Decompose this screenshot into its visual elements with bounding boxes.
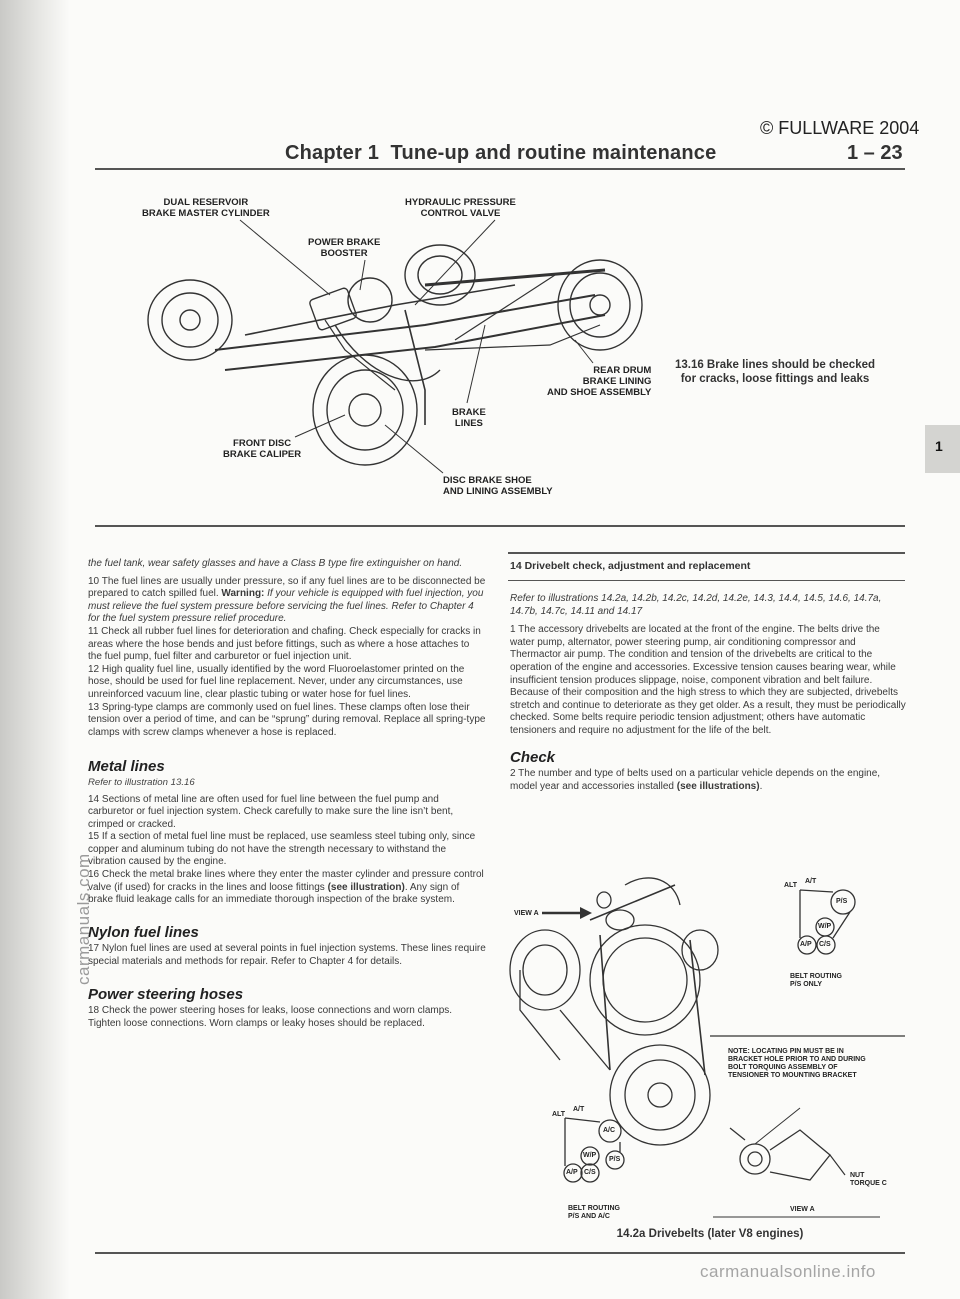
tensioner-note: NOTE: LOCATING PIN MUST BE IN BRACKET HOLE PRIOR TO AND DURING BOLT TORQUING ASSEMBLY OF TENSIONER TO MOUNTING BRACKET: [728, 1048, 866, 1079]
top-ap-label: A/P: [800, 941, 812, 948]
top-cs-label: C/S: [819, 941, 831, 948]
mid-wp-label: W/P: [583, 1152, 597, 1159]
drivebelt-figure: [500, 860, 910, 1250]
mid-ac-label: A/C: [603, 1127, 616, 1134]
paragraph-15: 15 If a section of metal fuel line must be replaced, use seamless steel tubing only, since copper and aluminum tubing do not have the strength necessary to withstand the vibration caused by the engine.: [88, 831, 476, 868]
paragraph-13: 13 Spring-type clamps are commonly used on fuel lines. These clamps often lose their tension over a period of time, and can be “sprung” during removal. Replace all spring-type clamps with screw clamps whenever a hose is replaced.: [88, 701, 486, 738]
paragraph-14: 14 Sections of metal line are often used for fuel line between the fuel pump and carburetor or fuel injection system. Check carefully to make sure the line isn’t bent, crimped or cracked.: [88, 793, 454, 830]
heading-metal-lines: Metal lines: [88, 758, 165, 776]
section-rule-top: [508, 552, 905, 554]
paragraph-12: 12 High quality fuel line, usually identified by the word Fluoroelastomer printed on the hose, should be used for fuel line replacement. Never, under any circumstances, use unreinforced vacuum line, clear plastic tubing or water hose for fuel lines.: [88, 663, 465, 700]
copyright-notice: © FULLWARE 2004: [760, 118, 920, 138]
view-a-label: VIEW A: [514, 910, 539, 917]
watermark-bottom: carmanualsonline.info: [700, 1262, 876, 1281]
header-rule: [95, 168, 905, 170]
footer-rule: [95, 1252, 905, 1254]
chapter-tab-number: 1: [935, 438, 943, 454]
label-hydraulic-valve: HYDRAULIC PRESSURE CONTROL VALVE: [405, 197, 516, 219]
heading-check: Check: [510, 748, 556, 766]
section-14-title: 14 Drivebelt check, adjustment and replacement: [510, 560, 751, 572]
intro-paragraph: the fuel tank, wear safety glasses and have a Class B type fire extinguisher on hand.: [88, 558, 463, 569]
page-number: 1 – 23: [847, 142, 903, 164]
nut-torque-label: NUT TORQUE C: [850, 1172, 887, 1187]
top-at-label: A/T: [805, 878, 817, 885]
paragraph-11: 11 Check all rubber fuel lines for deterioration and chafing. Check especially for cracks in areas where the hose bends and just before fittings, such as where a hose attaches to the fuel pump, fuel filter and carburetor or fuel injection unit.: [88, 625, 481, 663]
chapter-title: Chapter 1 Tune-up and routine maintenance: [285, 142, 717, 164]
paragraph-1: 1 The accessory drivebelts are located at the front of the engine. The belts drive the water pump, alternator, power steering pump, air conditioning compressor and Thermactor air pump. The condition and tension of the drivebelts are critical to the operation of the engine and accessories. Excessive tension causes bearing wear, while insufficient tension produces slippage, noise, component vibration and belt failure. Because of their composition and the high stress to which they are subjected, drivebelts stretch and continue to deteriorate as they get older. As a result, they must be periodically checked. Some belts require periodic tension adjustment; others have automatic tensioners and require no adjustment for the life of the belt.: [510, 624, 906, 736]
figure-rule: [95, 525, 905, 527]
paragraph-17: 17 Nylon fuel lines are used at several points in fuel injection systems. These lines require special materials and methods for repair. Refer to Chapter 4 for details.: [88, 943, 486, 968]
routing-ps-only: BELT ROUTING P/S ONLY: [790, 973, 842, 988]
heading-power-steering: Power steering hoses: [88, 985, 244, 1003]
mid-at-label: A/T: [573, 1106, 585, 1113]
label-disc-shoe: DISC BRAKE SHOE AND LINING ASSEMBLY: [443, 475, 553, 497]
label-rear-drum: REAR DRUM BRAKE LINING AND SHOE ASSEMBLY: [547, 365, 652, 398]
watermark-vertical: carmanuals.com: [74, 853, 93, 985]
figure-caption-13-16: 13.16 Brake lines should be checked for cracks, loose fittings and leaks: [674, 359, 876, 385]
label-front-disc: FRONT DISC BRAKE CALIPER: [223, 438, 302, 460]
brake-system-illustration: [95, 175, 905, 520]
metal-lines-ref: Refer to illustration 13.16: [88, 776, 195, 788]
section-rule-bottom: [508, 580, 905, 581]
top-ps-label: P/S: [836, 898, 848, 905]
label-power-booster: POWER BRAKE BOOSTER: [308, 237, 381, 259]
mid-cs-label: C/S: [584, 1169, 596, 1176]
mid-ap-label: A/P: [566, 1169, 578, 1176]
paragraph-16: 16 Check the metal brake lines where they enter the master cylinder and pressure control valve (if used) for cracks in the lines and loose fittings (see illustration). Any sign of brake fluid leakage calls for an immediate thorough inspection of the brake system.: [88, 869, 484, 906]
section-14-refs: Refer to illustrations 14.2a, 14.2b, 14.2c, 14.2d, 14.2e, 14.3, 14.4, 14.5, 14.6, 14.7a, 14.7b, 14.7c, 14.11 and 14.17: [510, 593, 882, 617]
page-spine-shadow: [0, 0, 70, 1299]
paragraph-2: 2 The number and type of belts used on a particular vehicle depends on the engine, model year and accessories installed (see illustrations).: [510, 768, 881, 792]
left-column: [88, 558, 486, 1030]
brake-system-figure: [95, 175, 905, 520]
top-wp-label: W/P: [818, 923, 832, 930]
right-column: [510, 593, 906, 793]
top-alt-label: ALT: [784, 882, 798, 889]
heading-nylon-lines: Nylon fuel lines: [88, 923, 199, 941]
label-brake-lines: BRAKE LINES: [452, 407, 486, 429]
paragraph-18: 18 Check the power steering hoses for leaks, loose connections and worn clamps. Tighten loose connections. Worn clamps or leaky hoses should be replaced.: [88, 1005, 453, 1029]
paragraph-10: 10 The fuel lines are usually under pressure, so if any fuel lines are to be disconnected be prepared to catch spilled fuel. Warning: If your vehicle is equipped with fuel injection, you must relieve the fuel system pressure before servicing the fuel lines. Refer to Chapter 4 for the fuel system pressure relief procedure.: [88, 575, 486, 625]
mid-ps-label: P/S: [609, 1156, 621, 1163]
mid-alt-label: ALT: [552, 1111, 566, 1118]
figure-caption-14-2a: 14.2a Drivebelts (later V8 engines): [616, 1228, 804, 1240]
label-dual-reservoir: DUAL RESERVOIR BRAKE MASTER CYLINDER: [142, 197, 270, 219]
routing-ps-ac: BELT ROUTING P/S AND A/C: [568, 1205, 620, 1220]
view-a-bottom-label: VIEW A: [790, 1206, 815, 1213]
